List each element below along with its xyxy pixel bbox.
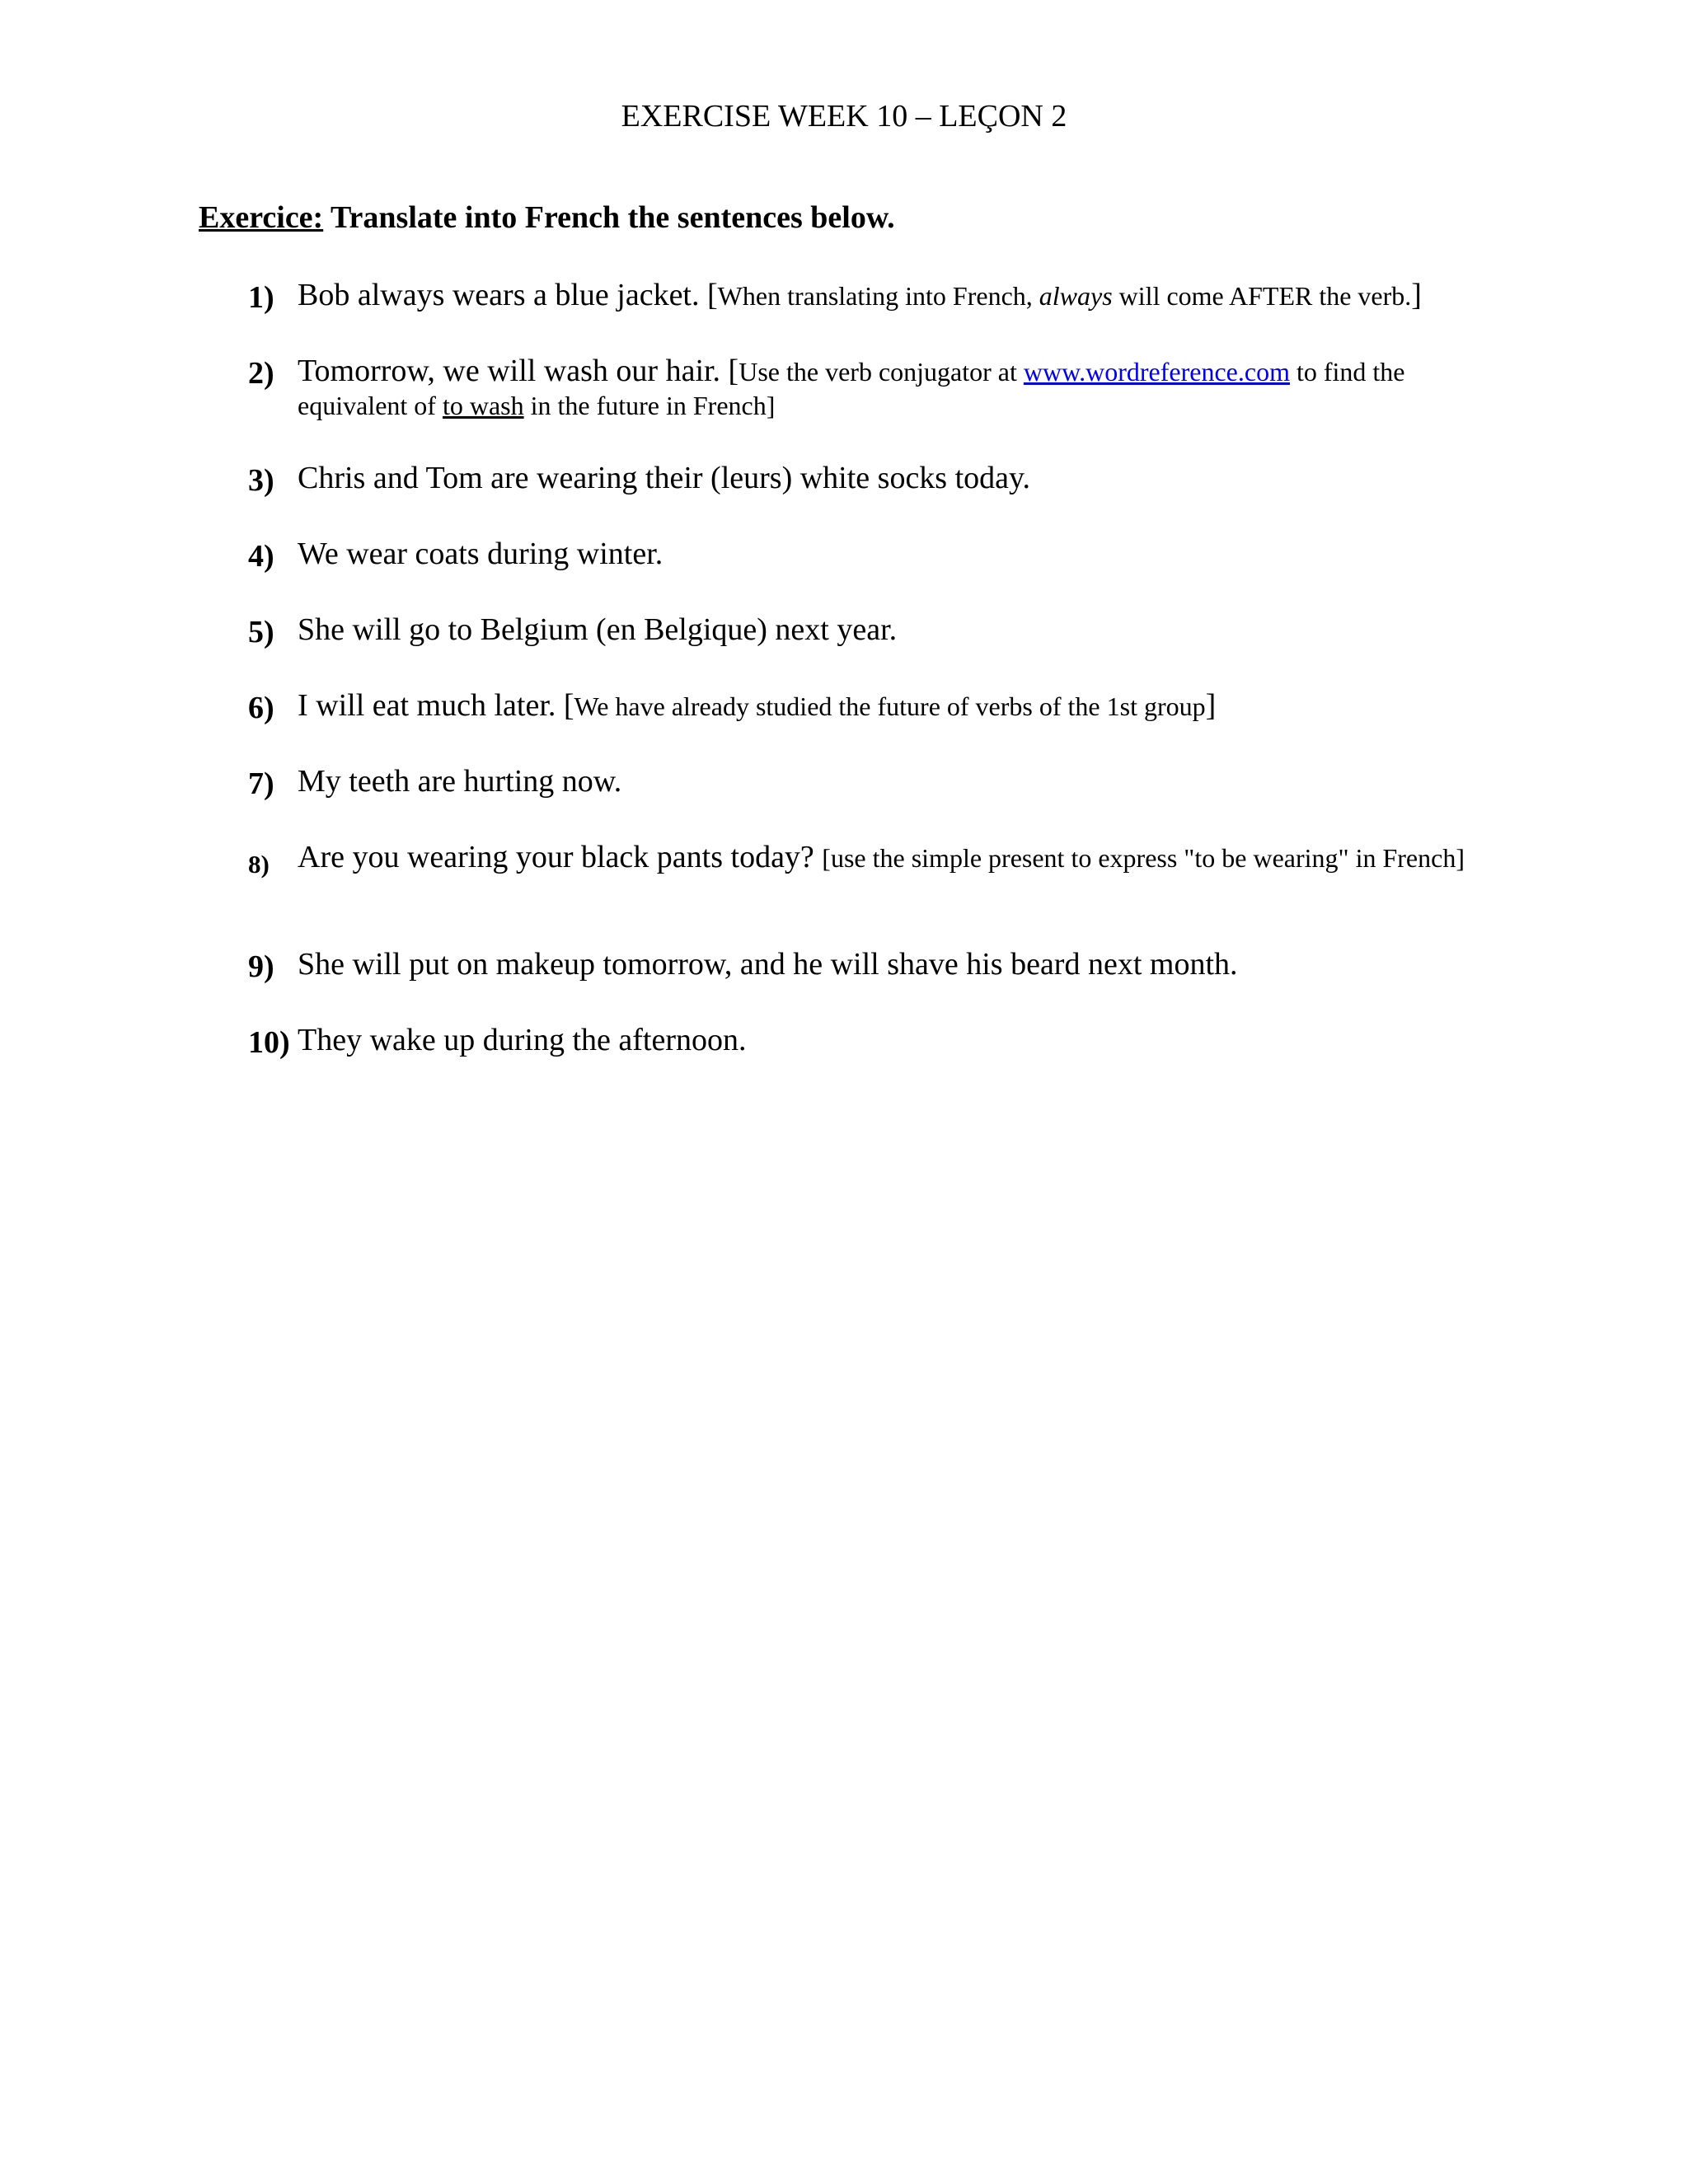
item-sentence: We wear coats during winter. <box>298 537 663 571</box>
item-sentence: They wake up during the afternoon. <box>298 1023 747 1057</box>
item-text <box>298 613 1493 646</box>
item-text <box>298 462 1493 494</box>
item-note <box>718 281 1412 311</box>
wordreference-link[interactable]: www.wordreference.com <box>1023 357 1290 387</box>
item-number: 8) <box>248 850 270 879</box>
item-bracket: ] <box>1411 278 1422 312</box>
item-text <box>298 1024 1493 1057</box>
item-note: We have already studied the future of verbs of the 1st group <box>574 691 1206 721</box>
item-sentence: Chris and Tom are wearing their (leurs) white socks today. <box>298 461 1031 495</box>
item-text <box>298 948 1493 981</box>
exercise-label: Exercice: <box>199 200 324 235</box>
item-sentence: My teeth are hurting now. <box>298 764 622 799</box>
item-number: 1) <box>248 280 274 315</box>
item-number: 4) <box>248 539 274 574</box>
note-part: in the future in French] <box>523 391 776 420</box>
item-number: 6) <box>248 691 274 725</box>
exercise-instruction-text: Translate into French the sentences below. <box>323 200 895 235</box>
item-number: 5) <box>248 615 274 649</box>
note-underline: to wash <box>442 391 524 420</box>
item-note: [use the simple present to express "to be wearing" in French] <box>822 843 1465 873</box>
item-sentence: I will eat much later. [ <box>298 688 574 723</box>
page-title: EXERCISE WEEK 10 – LEÇON 2 <box>621 99 1067 134</box>
item-number: 7) <box>248 766 274 801</box>
note-part: When translating into French, <box>717 281 1039 311</box>
item-bracket: ] <box>1205 688 1217 723</box>
item-text <box>298 765 1493 798</box>
item-number: 2) <box>248 356 274 391</box>
note-part: to find the equivalent of <box>298 357 1405 420</box>
item-text <box>298 354 1493 422</box>
note-part: Use the verb conjugator at <box>738 357 1024 387</box>
note-part: will come AFTER the verb. <box>1112 281 1412 311</box>
item-text <box>298 279 1493 312</box>
item-number: 9) <box>248 949 274 984</box>
item-number: 10) <box>248 1025 290 1060</box>
item-sentence: Tomorrow, we will wash our hair. [ <box>298 354 739 388</box>
item-text <box>298 841 1493 874</box>
item-sentence: Are you wearing your black pants today? <box>298 840 823 874</box>
item-text <box>298 689 1493 723</box>
item-number: 3) <box>248 463 274 498</box>
note-italic: always <box>1039 281 1113 311</box>
item-sentence: She will go to Belgium (en Belgique) next year. <box>298 612 898 647</box>
item-text <box>298 537 1493 570</box>
item-sentence: Bob always wears a blue jacket. [ <box>298 278 718 312</box>
item-sentence: She will put on makeup tomorrow, and he will shave his beard next month. <box>298 947 1238 982</box>
